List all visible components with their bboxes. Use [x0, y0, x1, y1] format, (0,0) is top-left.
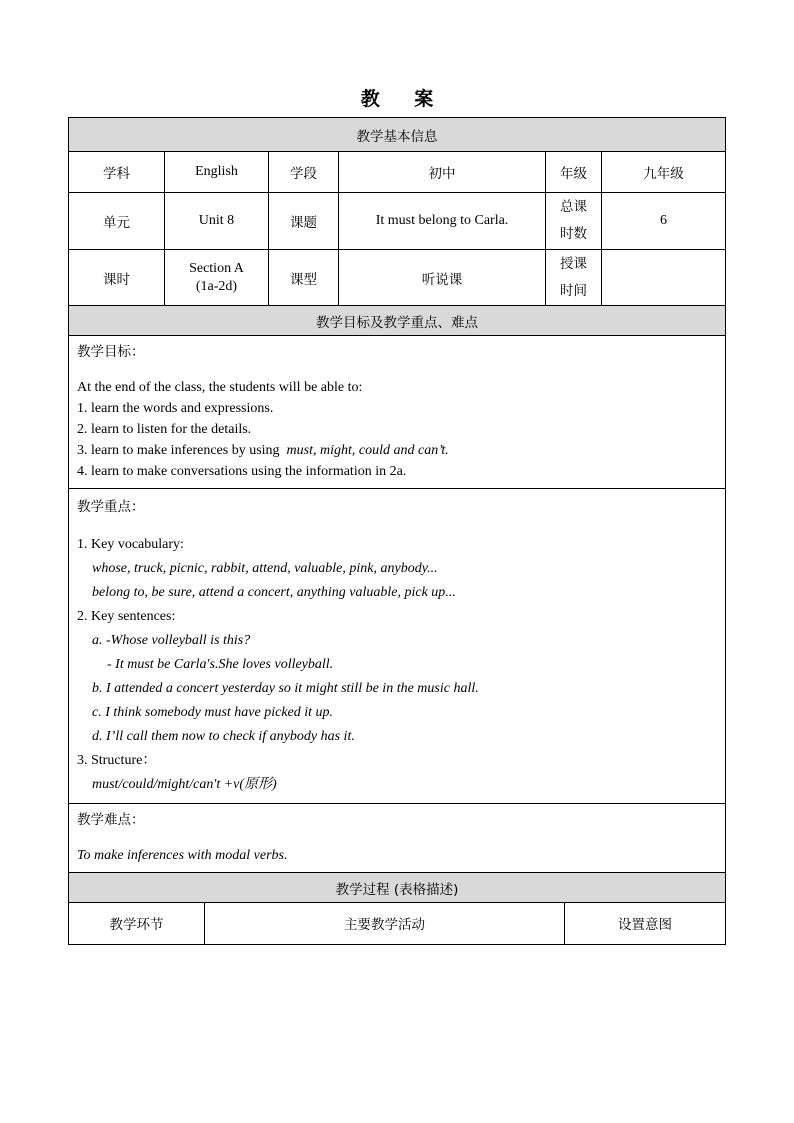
stage-label: 学段	[269, 152, 339, 193]
goal-item-2: 2. learn to listen for the details.	[77, 422, 252, 437]
section-basic-info: 教学基本信息	[69, 118, 726, 152]
topic-value: It must belong to Carla.	[339, 193, 546, 250]
sentence-b: b. I attended a concert yesterday so it might still be in the music hall.	[92, 681, 479, 696]
difficulty-heading: 教学难点：	[77, 812, 145, 828]
difficulty-cell	[69, 804, 726, 873]
difficulty-text: To make inferences with modal verbs.	[77, 848, 288, 863]
key-points-heading: 教学重点：	[77, 499, 145, 515]
grade-value: 九年级	[602, 152, 726, 193]
vocab-line-1: whose, truck, picnic, rabbit, attend, valuable, pink, anybody...	[92, 561, 438, 576]
sentence-a-1: a. -Whose volleyball is this?	[92, 633, 251, 648]
process-step-header: 教学环节	[69, 903, 205, 944]
goals-cell	[69, 336, 726, 489]
structure-text: must/could/might/can't +v(原形)	[92, 777, 277, 792]
subject-value: English	[165, 152, 269, 193]
structure-label: 3. Structure：	[77, 753, 157, 768]
grade-label: 年级	[546, 152, 602, 193]
lesson-label: 课时	[69, 250, 165, 306]
process-activity-header: 主要教学活动	[205, 903, 565, 944]
process-intent-header: 设置意图	[565, 903, 726, 944]
unit-value: Unit 8	[165, 193, 269, 250]
subject-label: 学科	[69, 152, 165, 193]
sentence-d: d. I’ll call them now to check if anybody has it.	[92, 729, 355, 744]
section-objectives: 教学目标及教学重点、难点	[69, 306, 726, 336]
goal-item-1: 1. learn the words and expressions.	[77, 401, 274, 416]
lesson-value	[165, 250, 269, 306]
section-process: 教学过程 (表格描述)	[69, 873, 726, 903]
total-hours-label	[546, 193, 602, 250]
total-hours-label-line2: 时数	[560, 226, 587, 242]
unit-label: 单元	[69, 193, 165, 250]
key-points-cell	[69, 489, 726, 804]
vocab-line-2: belong to, be sure, attend a concert, anything valuable, pick up...	[92, 585, 456, 600]
type-value: 听说课	[339, 250, 546, 306]
vocab-label: 1. Key vocabulary:	[77, 537, 184, 552]
teaching-time-label-line1: 授课	[560, 255, 587, 272]
teaching-time-label-line2: 时间	[560, 282, 587, 299]
lesson-value-line2: (1a-2d)	[195, 278, 238, 294]
teaching-time-label	[546, 250, 602, 306]
sentence-c: c. I think somebody must have picked it up.	[92, 705, 334, 720]
goals-intro: At the end of the class, the students will be able to:	[77, 380, 363, 395]
goal-item-3-modals: must, might, could and can’t.	[286, 443, 449, 458]
total-hours-label-line1: 总课	[560, 199, 587, 215]
lesson-plan-table	[68, 117, 725, 945]
sentences-label: 2. Key sentences:	[77, 609, 176, 624]
goal-item-4: 4. learn to make conversations using the information in 2a.	[77, 464, 407, 479]
lesson-value-line1: Section A	[189, 260, 244, 276]
stage-value: 初中	[339, 152, 546, 193]
goals-heading: 教学目标：	[77, 344, 145, 360]
goal-item-3	[77, 440, 717, 461]
teaching-time-value	[602, 250, 726, 306]
type-label: 课型	[269, 250, 339, 306]
page-title: 教 案	[360, 88, 448, 110]
sentence-a-2: - It must be Carla's.She loves volleyball.	[107, 657, 334, 672]
topic-label: 课题	[269, 193, 339, 250]
goal-item-3-text: 3. learn to make inferences by using	[77, 443, 280, 458]
total-hours-value: 6	[602, 193, 726, 250]
